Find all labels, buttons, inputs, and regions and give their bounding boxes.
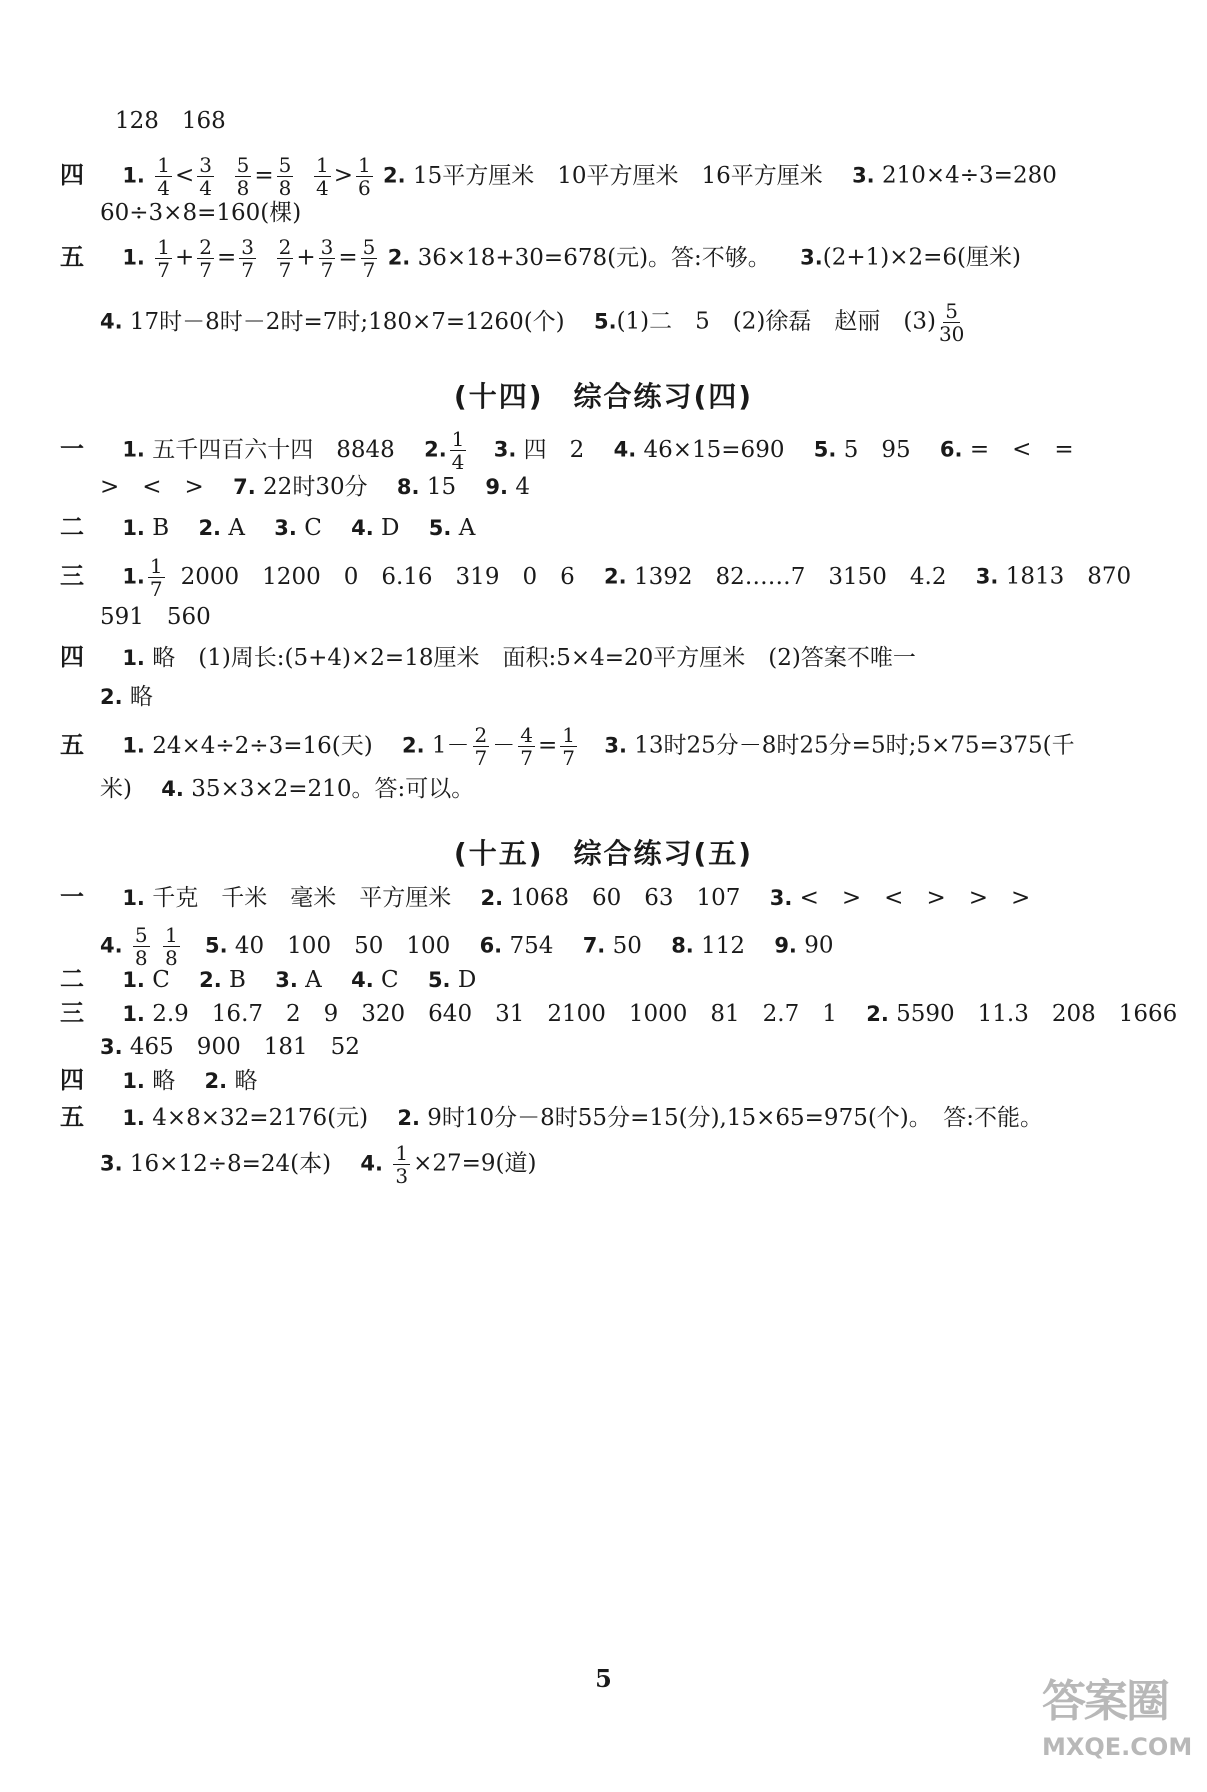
section-title-14: (十四) 综合练习(四) bbox=[453, 380, 754, 413]
fraction: $\frac{3}{7}$ bbox=[241, 235, 254, 282]
s14-yi-line2: > < > 7. 22时30分 8. 15 9. 4 bbox=[100, 474, 530, 500]
section-label: 三 bbox=[60, 998, 84, 1027]
s15-er-line: 二 1. C 2. B 3. A 4. C 5. D bbox=[60, 962, 1167, 997]
q-number: 1. bbox=[122, 1002, 145, 1026]
q-number: 1. bbox=[122, 1069, 145, 1093]
q-number: 2. bbox=[480, 886, 504, 910]
q-number: 1. bbox=[122, 733, 145, 758]
continuation-line: 128 168 bbox=[115, 108, 226, 134]
q-number: 4. bbox=[100, 309, 123, 334]
s15-si-line: 四 1. 略 2. 略 bbox=[60, 1063, 1167, 1098]
section-label: 四 bbox=[60, 1065, 84, 1094]
q-number: 2. bbox=[866, 1002, 889, 1026]
q-number: 3. bbox=[604, 733, 627, 758]
q-number: 1. bbox=[122, 437, 145, 462]
fraction: $\frac{5}{8}$ bbox=[278, 153, 292, 200]
q-number: 3. bbox=[100, 1035, 123, 1059]
q-number: 3. bbox=[852, 163, 875, 188]
section-label: 五 bbox=[60, 729, 84, 759]
s13-si-cont: 60÷3×8=160(棵) bbox=[100, 200, 302, 226]
section-label: 三 bbox=[60, 560, 84, 590]
fraction: $\frac{5}{7}$ bbox=[362, 235, 376, 282]
s13-wu-line1: 五 1. $\frac{1}{7}$ + $\frac{2}{7}$ = $\frac{3}{7}$ $\frac{2}{7}$ + $\frac{3}{7}$ = $\frac{5}{7}$ 2. 36×18+30=678(元)。答:不够。 3.(2+1)×2=6(厘米) bbox=[60, 235, 1021, 282]
watermark-logo: 答案圈 MXQE.COM bbox=[1042, 1676, 1193, 1761]
q-number: 8. bbox=[671, 933, 694, 958]
q-number: 1. bbox=[122, 564, 145, 589]
section-title-15: (十五) 综合练习(五) bbox=[453, 837, 754, 870]
q-number: 3. bbox=[975, 564, 999, 589]
fraction: $\frac{1}{4}$ bbox=[315, 153, 329, 200]
q-number: 2. bbox=[100, 685, 123, 709]
page-number: 5 bbox=[595, 1664, 612, 1693]
s13-si-line: 四 1. $\frac{1}{4}$ < $\frac{3}{4}$ $\frac{5}{8}$ = $\frac{5}{8}$ $\frac{1}{4}$ > $\frac{1}{6}$ 2. 15平方厘米 10平方厘米 16平方厘米 3. 210×4÷3=280 bbox=[60, 153, 1057, 200]
fraction: $\frac{2}{7}$ bbox=[278, 235, 292, 282]
fraction: $\frac{2}{7}$ bbox=[474, 723, 488, 770]
q-number: 1. bbox=[122, 1106, 145, 1130]
q-number: 1. bbox=[122, 646, 145, 670]
q-number: 8. bbox=[396, 475, 420, 499]
fraction: $\frac{3}{4}$ bbox=[199, 153, 212, 200]
s15-san-line1: 三 1. 2.9 16.7 2 9 320 640 31 2100 1000 81 2.7 1 2. 5590 11.3 208 1666 bbox=[60, 996, 1167, 1031]
q-number: 4. bbox=[100, 933, 123, 958]
fraction: $\frac{2}{7}$ bbox=[199, 235, 212, 282]
fraction: $\frac{1}{7}$ bbox=[157, 235, 170, 282]
q-number: 7. bbox=[233, 475, 256, 499]
section-label: 一 bbox=[60, 433, 84, 463]
s14-wu-line2: 米) 4. 35×3×2=210。答:可以。 bbox=[100, 776, 475, 802]
q-number: 4. bbox=[161, 777, 184, 801]
q-number: 3. bbox=[100, 1151, 123, 1176]
q-number: 6. bbox=[939, 437, 963, 462]
q-number: 3. bbox=[769, 886, 793, 910]
s14-si-line1: 四 1. 略 (1)周长:(5+4)×2=18厘米 面积:5×4=20平方厘米 (2)答案不唯一 bbox=[60, 640, 1167, 675]
q-number: 2. bbox=[397, 1106, 420, 1130]
q-number: 1. bbox=[122, 886, 145, 910]
q-number: 6. bbox=[479, 933, 503, 958]
s14-wu-line1: 五 1. 24×4÷2÷3=16(天) 2. 1－ $\frac{2}{7}$ － $\frac{4}{7}$ = $\frac{1}{7}$ 3. 13时25分－8时25分=5时;5×75=375(千 bbox=[60, 723, 1075, 770]
q-number: 1. bbox=[122, 245, 145, 270]
fraction: $\frac{1}{6}$ bbox=[357, 153, 371, 200]
section-label: 五 bbox=[60, 241, 84, 271]
fraction: $\frac{3}{7}$ bbox=[320, 235, 334, 282]
fraction: $\frac{5}{8}$ bbox=[236, 153, 250, 200]
fraction: $\frac{1}{7}$ bbox=[149, 554, 163, 601]
s15-wu-line2: 3. 16×12÷8=24(本) 4. $\frac{1}{3}$ ×27=9(道) bbox=[100, 1141, 537, 1188]
s15-yi-line2: 4. $\frac{5}{8}$ $\frac{1}{8}$ 5. 40 100 50 100 6. 754 7. 50 8. 112 9. 90 bbox=[100, 923, 834, 970]
q-number: 4. bbox=[613, 437, 637, 462]
s14-si-line2: 2. 略 bbox=[100, 684, 153, 710]
fraction: $\frac{5}{8}$ bbox=[134, 923, 148, 970]
q-number: 3. bbox=[800, 245, 823, 270]
q-number: 5. bbox=[813, 437, 837, 462]
q-number: 9. bbox=[485, 475, 508, 499]
q-number: 2. bbox=[604, 564, 627, 589]
s13-wu-line2: 4. 17时－8时－2时=7时;180×7=1260(个) 5.(1)二 5 (2)徐磊 赵丽 (3) $\frac{5}{30}$ bbox=[100, 299, 965, 346]
q-number: 2. bbox=[402, 733, 425, 758]
q-number: 3. bbox=[493, 437, 517, 462]
fraction: $\frac{4}{7}$ bbox=[520, 723, 534, 770]
section-label: 二 bbox=[60, 512, 84, 541]
section-label: 一 bbox=[60, 882, 84, 911]
s15-yi-line1: 一 1. 千克 千米 毫米 平方厘米 2. 1068 60 63 107 3. < > < > > > bbox=[60, 880, 1167, 915]
section-label: 二 bbox=[60, 964, 84, 993]
fraction: $\frac{1}{4}$ bbox=[451, 427, 465, 474]
q-number: 9. bbox=[774, 933, 797, 958]
fraction: $\frac{5}{30}$ bbox=[938, 299, 965, 346]
s14-er-line: 二 1. B 2. A 3. C 4. D 5. A bbox=[60, 510, 1167, 545]
q-number: 1. bbox=[122, 163, 145, 188]
section-label: 四 bbox=[60, 642, 84, 671]
q-number: 2. bbox=[204, 1069, 228, 1093]
s14-san-line1: 三 1. $\frac{1}{7}$ 2000 1200 0 6.16 319 0 6 2. 1392 82……7 3150 4.2 3. 1813 870 bbox=[60, 554, 1132, 601]
fraction: $\frac{1}{8}$ bbox=[164, 923, 178, 970]
fraction: $\frac{1}{7}$ bbox=[562, 723, 576, 770]
s14-san-line2: 591 560 bbox=[100, 604, 211, 630]
q-number: 2. bbox=[424, 437, 447, 462]
q-number: 7. bbox=[582, 933, 606, 958]
q-number: 2. bbox=[387, 245, 411, 270]
q-number: 4. bbox=[360, 1151, 384, 1176]
s15-san-line2: 3. 465 900 181 52 bbox=[100, 1034, 360, 1060]
section-label: 四 bbox=[60, 159, 84, 189]
section-label: 五 bbox=[60, 1102, 84, 1131]
q-number: 2. bbox=[383, 163, 406, 188]
s15-wu-line1: 五 1. 4×8×32=2176(元) 2. 9时10分－8时55分=15(分),15×65=975(个)。 答:不能。 bbox=[60, 1100, 1167, 1135]
fraction: $\frac{1}{4}$ bbox=[157, 153, 170, 200]
q-number: 5. bbox=[593, 309, 617, 334]
fraction: $\frac{1}{3}$ bbox=[395, 1141, 409, 1188]
s14-yi-line1: 一 1. 五千四百六十四 8848 2. $\frac{1}{4}$ 3. 四 2 4. 46×15=690 5. 5 95 6. = < = bbox=[60, 427, 1074, 474]
q-number: 5. bbox=[205, 933, 228, 958]
